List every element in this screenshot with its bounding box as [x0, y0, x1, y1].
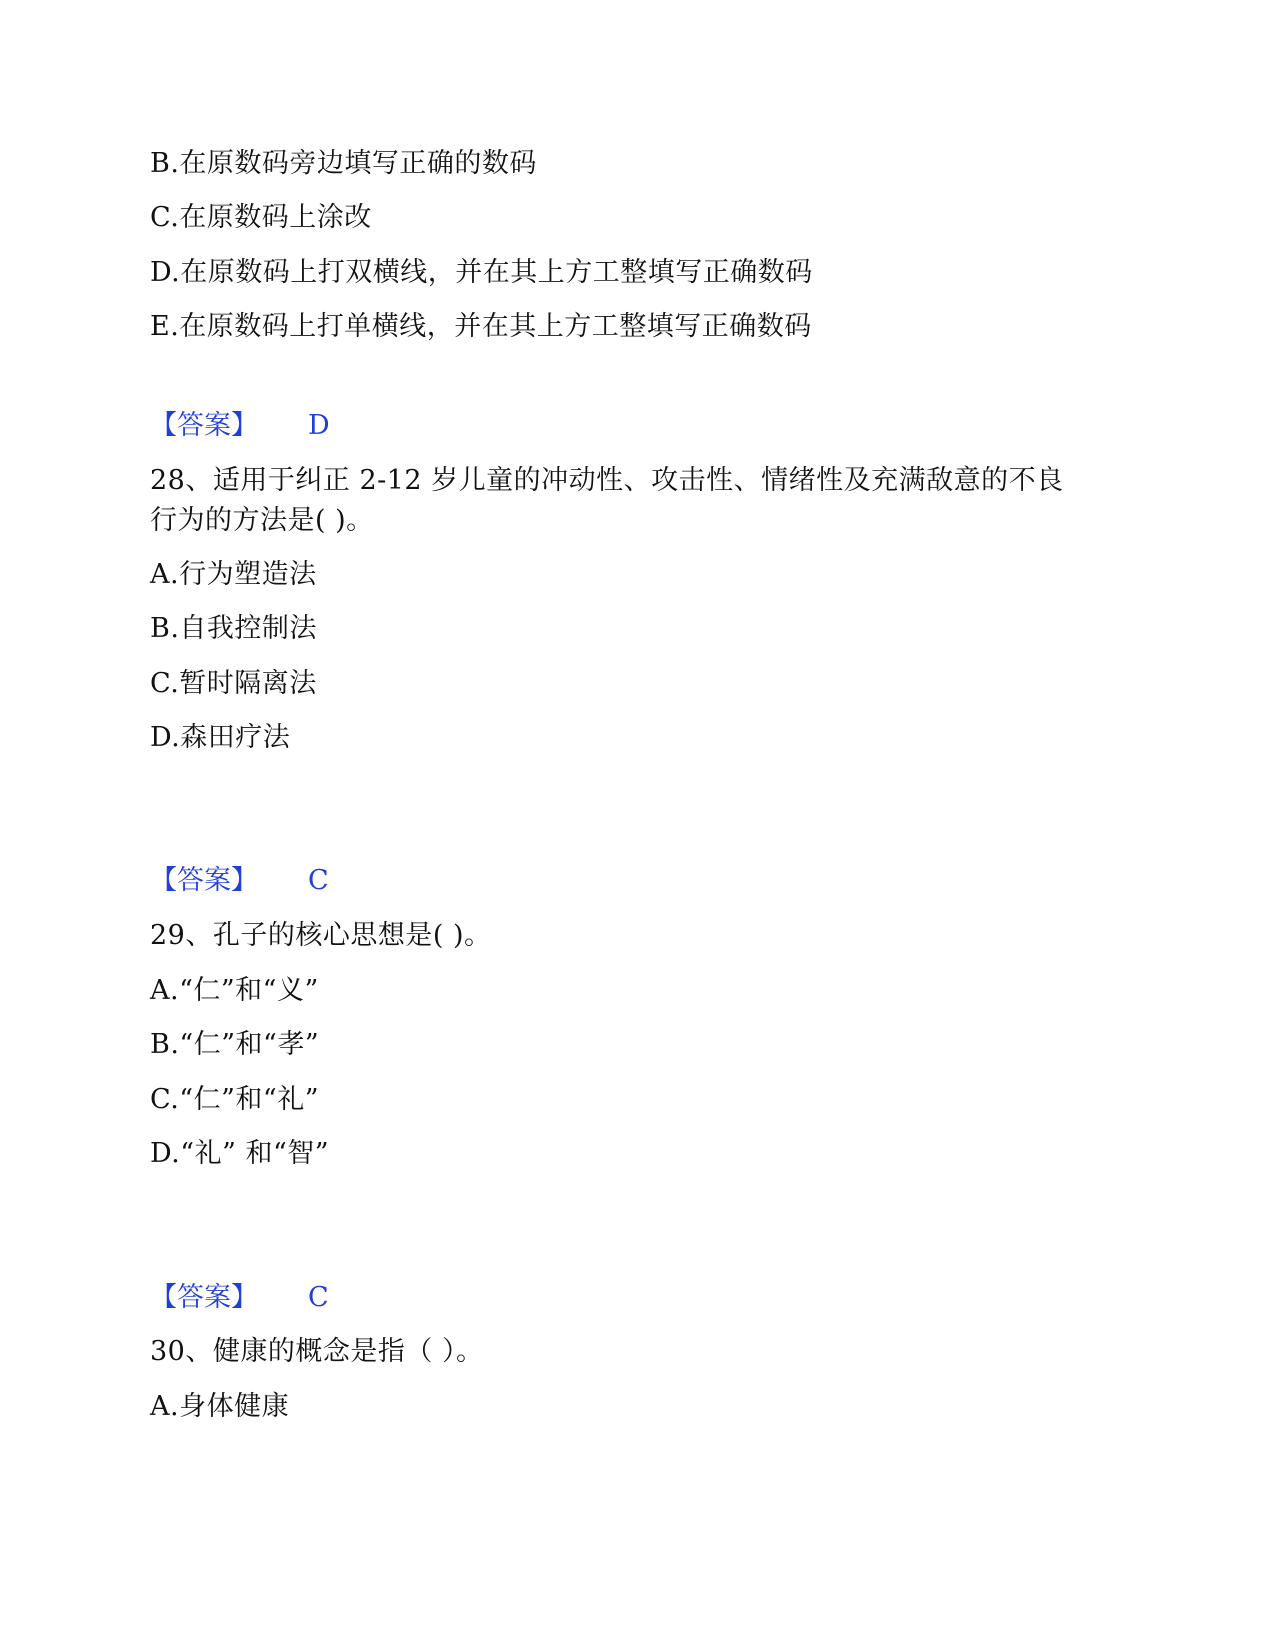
q28-option-a: A.行为塑造法 — [150, 559, 317, 590]
answer-value: D — [308, 410, 330, 441]
answer-value: C — [308, 865, 329, 896]
q27-answer — [150, 408, 330, 444]
q27-option-c: C.在原数码上涂改 — [150, 202, 372, 233]
q28-question-line1: 28、适用于纠正 2-12 岁儿童的冲动性、攻击性、情绪性及充满敌意的不良 — [150, 465, 1064, 496]
q27-option-b: B.在原数码旁边填写正确的数码 — [150, 148, 537, 179]
q27-option-d: D.在原数码上打双横线，并在其上方工整填写正确数码 — [150, 257, 813, 288]
answer-label: 【答案】 — [150, 410, 258, 441]
q29-option-d: D.“礼” 和“智” — [150, 1138, 330, 1169]
answer-value: C — [308, 1282, 329, 1313]
q29-answer — [150, 1280, 329, 1316]
q30-question: 30、健康的概念是指（ ）。 — [150, 1336, 484, 1367]
q28-option-d: D.森田疗法 — [150, 722, 291, 753]
q29-option-a: A.“仁”和“义” — [150, 975, 319, 1006]
q29-question: 29、孔子的核心思想是( )。 — [150, 920, 492, 951]
q28-option-c: C.暂时隔离法 — [150, 668, 317, 699]
answer-label: 【答案】 — [150, 1282, 258, 1313]
q28-question-line2: 行为的方法是( )。 — [150, 505, 374, 536]
q27-option-e: E.在原数码上打单横线，并在其上方工整填写正确数码 — [150, 311, 812, 342]
q28-answer — [150, 863, 329, 899]
q30-option-a: A.身体健康 — [150, 1391, 290, 1422]
q29-option-c: C.“仁”和“礼” — [150, 1084, 319, 1115]
answer-label: 【答案】 — [150, 865, 258, 896]
q29-option-b: B.“仁”和“孝” — [150, 1029, 320, 1060]
q28-option-b: B.自我控制法 — [150, 613, 317, 644]
